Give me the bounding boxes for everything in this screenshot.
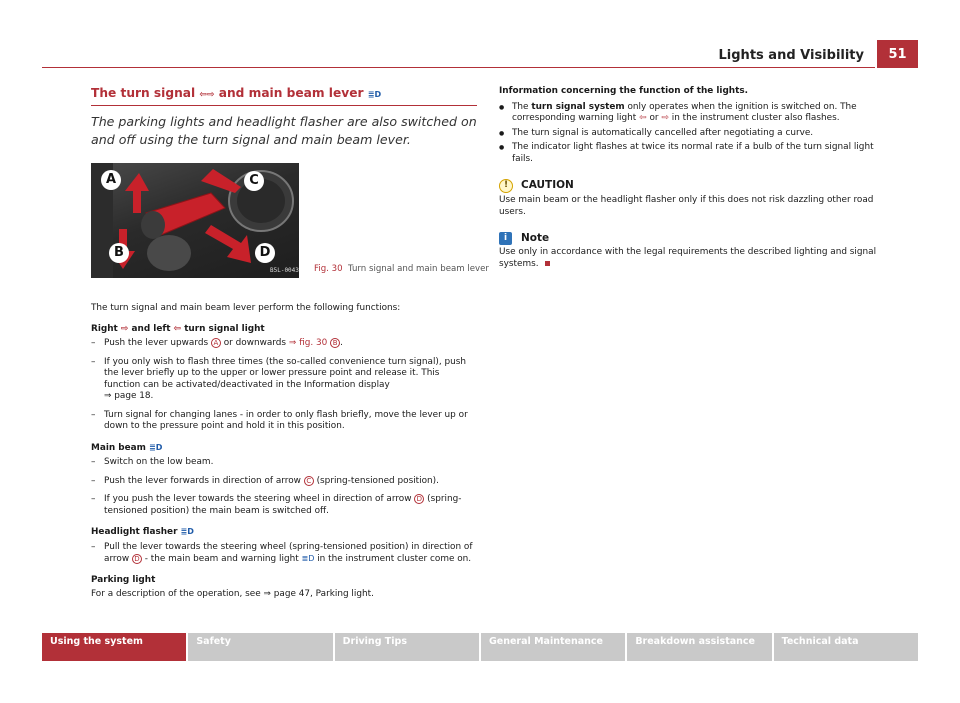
- page-link[interactable]: ⇒ page 18.: [104, 391, 154, 401]
- list-item: – Pull the lever towards the steering wheel (spring-tensioned position) in direction of arrow D - the main beam and warning light ≣D in the instrument cluster come on.: [91, 542, 477, 566]
- caution-icon: !: [499, 179, 513, 193]
- main-beam-icon: ≣D: [180, 527, 194, 536]
- badge-d: D: [414, 494, 424, 504]
- note-heading: i Note: [499, 232, 884, 245]
- tab-safety[interactable]: Safety: [188, 633, 332, 661]
- list-item: – If you only wish to flash three times (the so-called convenience turn signal), push the lever briefly up to the upper or lower pressure point and release it. This function can be activated/deactivated in the Information display ⇒ page 18.: [91, 357, 477, 403]
- image-code: B5L-0043: [270, 267, 299, 274]
- main-beam-heading: Main beam ≣D: [91, 442, 163, 453]
- right-column: [499, 86, 884, 270]
- turn-left-icon: ⇦: [173, 323, 182, 334]
- info-bullet: ● The indicator light flashes at twice its normal rate if a bulb of the turn signal light fails.: [499, 142, 884, 165]
- label-a: A: [101, 170, 121, 190]
- fig-link[interactable]: ⇒ fig. 30: [288, 338, 328, 348]
- list-item: – If you push the lever towards the steering wheel in direction of arrow D (spring-tensioned position) the main beam is switched off.: [91, 494, 477, 517]
- info-title: Information concerning the function of the lights.: [499, 86, 749, 96]
- badge-c: C: [304, 476, 314, 486]
- badge-b: B: [330, 338, 340, 348]
- flasher-heading: Headlight flasher ≣D: [91, 527, 194, 537]
- caution-heading: ! CAUTION: [499, 179, 884, 193]
- label-c: C: [244, 171, 264, 191]
- list-item: – Push the lever forwards in direction of arrow C (spring-tensioned position).: [91, 476, 477, 488]
- end-mark-icon: [545, 261, 550, 266]
- badge-d: D: [132, 554, 142, 564]
- figure-caption: Fig. 30 Turn signal and main beam lever: [314, 264, 489, 274]
- tab-driving-tips[interactable]: Driving Tips: [335, 633, 479, 661]
- parking-heading: Parking light: [91, 574, 156, 585]
- section-intro: The parking lights and headlight flasher are also switched on and off using the turn signal and main beam lever.: [91, 114, 477, 147]
- main-text: [91, 303, 477, 601]
- turn-right-icon: ⇨: [120, 323, 129, 334]
- page-number: 51: [877, 40, 918, 68]
- info-bullet: ● The turn signal is automatically cancelled after negotiating a curve.: [499, 128, 884, 140]
- info-bullet: ● The turn signal system only operates when the ignition is switched on. The corresponding warning light ⇦ or ⇨ in the instrument cluster also flashes.: [499, 102, 884, 125]
- list-item: – Turn signal for changing lanes - in order to only flash briefly, move the lever up or down to the pressure point and hold it in this position.: [91, 410, 477, 433]
- turn-left-icon: ⇦: [199, 90, 207, 100]
- tab-general-maintenance[interactable]: General Maintenance: [481, 633, 625, 661]
- info-icon: i: [499, 232, 512, 245]
- left-column: [91, 86, 489, 601]
- turn-right-icon: ⇨: [661, 113, 669, 123]
- lever-photo: [91, 163, 299, 278]
- note-text: Use only in accordance with the legal requirements the described lighting and signal systems.: [499, 247, 877, 269]
- chapter-nav: [42, 633, 918, 661]
- main-beam-icon: ≣D: [148, 442, 163, 452]
- caution-text: Use main beam or the headlight flasher only if this does not risk dazzling other road users.: [499, 195, 874, 217]
- badge-a: A: [211, 338, 221, 348]
- section-title: The turn signal ⇦⇨ and main beam lever ≣D: [91, 86, 477, 106]
- parking-text: For a description of the operation, see ⇒ page 47, Parking light.: [91, 589, 374, 599]
- main-beam-icon: ≣D: [301, 554, 315, 563]
- tab-technical-data[interactable]: Technical data: [774, 633, 918, 661]
- tab-breakdown-assistance[interactable]: Breakdown assistance: [627, 633, 771, 661]
- list-item: – Switch on the low beam.: [91, 457, 477, 469]
- list-item: – Push the lever upwards A or downwards ⇒ fig. 30 B .: [91, 338, 477, 350]
- figure-30: [91, 163, 489, 291]
- label-d: D: [255, 243, 275, 263]
- turn-signal-heading: Right ⇨ and left ⇦ turn signal light: [91, 323, 265, 334]
- main-beam-icon: ≣D: [367, 90, 382, 99]
- running-header: Lights and Visibility: [718, 48, 864, 63]
- turn-right-icon: ⇨: [206, 90, 215, 100]
- turn-left-icon: ⇦: [639, 113, 647, 123]
- header-rule: [42, 67, 875, 68]
- tab-using-the-system[interactable]: Using the system: [42, 633, 186, 661]
- functions-intro: The turn signal and main beam lever perform the following functions:: [91, 303, 401, 313]
- label-b: B: [109, 243, 129, 263]
